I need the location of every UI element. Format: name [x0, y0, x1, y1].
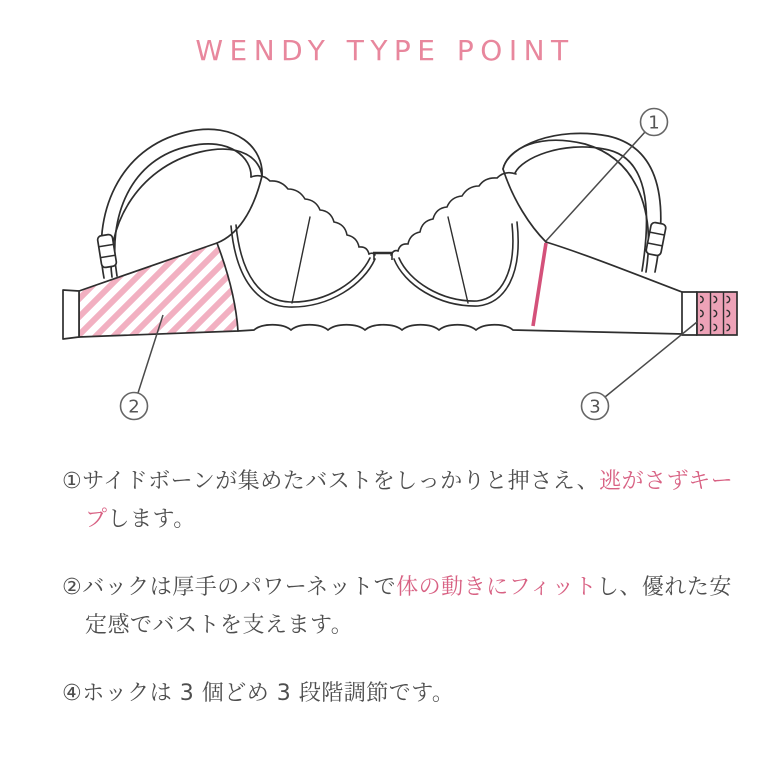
note-1-highlight-cont: プ	[85, 507, 108, 532]
note-2-line-2	[62, 607, 762, 645]
note-2-text: ②バックは厚手のパワーネットで	[62, 575, 397, 600]
note-3-line-1	[62, 675, 762, 713]
note-1-text-cont: します。	[107, 507, 196, 532]
note-2-text-mid: し、優れた安	[596, 575, 732, 600]
page-title: WENDY TYPE POINT	[195, 34, 575, 67]
note-2-line-1	[62, 569, 762, 607]
note-side-bone	[62, 463, 762, 539]
callout-3-number: 3	[589, 396, 601, 418]
note-hooks	[62, 675, 762, 713]
note-1-line-1	[62, 463, 762, 501]
callout-2-number: 2	[128, 396, 140, 418]
note-1-highlight: 逃がさずキー	[599, 469, 734, 494]
note-2-text-cont: 定感でバストを支えます。	[85, 613, 354, 638]
note-1-text: ①サイドボーンが集めたバストをしっかりと押さえ、	[62, 469, 600, 494]
note-power-net	[62, 569, 762, 645]
note-2-highlight: 体の動きにフィット	[396, 575, 597, 600]
callout-1-number: 1	[648, 112, 660, 134]
note-3-text: ④ホックは 3 個どめ 3 段階調節です。	[62, 681, 455, 706]
note-1-line-2	[62, 501, 762, 539]
